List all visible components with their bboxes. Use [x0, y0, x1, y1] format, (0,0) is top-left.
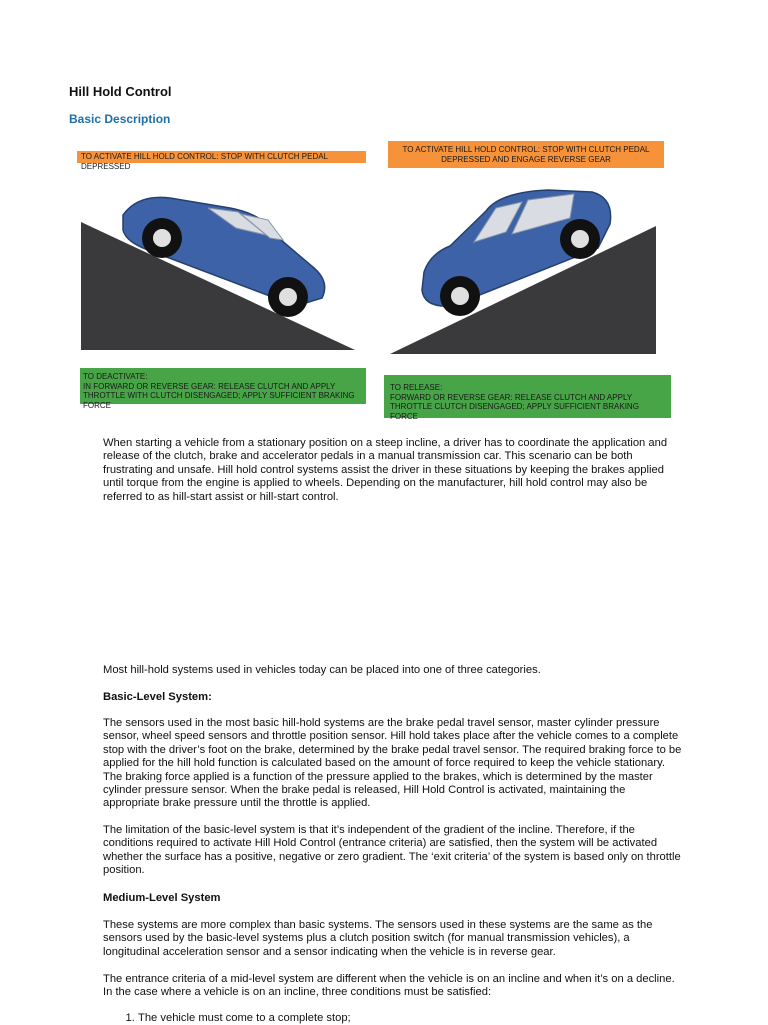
- deactivate-label-title: TO DEACTIVATE:: [83, 372, 148, 381]
- basic-level-paragraph-2: The limitation of the basic-level system is that it’s independent of the gradient of the incline. Therefore, if the conditions required to activate Hill Hold Control (entrance criteria) are satisfied, then the system will be activated whether the surface has a positive, negative or zero gradient. The ‘exit criteria’ of the system is based only on throttle position.: [103, 824, 681, 877]
- reverse-car-illustration: [388, 186, 660, 356]
- deactivate-label: [80, 368, 366, 410]
- uphill-car-illustration: [78, 190, 358, 352]
- release-label-text: FORWARD OR REVERSE GEAR: RELEASE CLUTCH AND APPLY THROTTLE CLUTCH DISENGAGED; APPLY SUFFICIENT BRAKING FORCE: [390, 392, 639, 421]
- list-item: 1. The vehicle must come to a complete stop;: [138, 1012, 351, 1025]
- section-heading: Basic Description: [69, 112, 171, 126]
- entrance-conditions-list: [103, 1012, 351, 1025]
- basic-level-heading: Basic-Level System:: [103, 691, 212, 703]
- medium-level-paragraph-2: The entrance criteria of a mid-level system are different when the vehicle is on an incline and when it’s on a decline. In the case where a vehicle is on an incline, three conditions must be satisfied:: [103, 973, 675, 999]
- release-label: [384, 375, 671, 421]
- intro-paragraph: When starting a vehicle from a stationary position on a steep incline, a driver has to coordinate the application and release of the clutch, brake and accelerator pedals in a manual transmission car. This scenario can be both frustrating and unsafe. Hill hold control systems assist the driver in these situations by keeping the brakes applied until torque from the engine is applied to wheels. Depending on the manufacturer, hill hold control may also be referred to as hill-start assist or hill-start control.: [103, 437, 668, 503]
- activate-label-right: TO ACTIVATE HILL HOLD CONTROL: STOP WITH CLUTCH PEDAL DEPRESSED AND ENGAGE REVERSE GEAR: [388, 141, 664, 168]
- activate-label-left: TO ACTIVATE HILL HOLD CONTROL: STOP WITH CLUTCH PEDAL DEPRESSED: [77, 151, 366, 163]
- categories-paragraph: Most hill-hold systems used in vehicles today can be placed into one of three categories.: [103, 664, 541, 676]
- deactivate-label-text: IN FORWARD OR REVERSE GEAR: RELEASE CLUTCH AND APPLY THROTTLE WITH CLUTCH DISENGAGED; APPLY SUFFICIENT BRAKING FORCE: [83, 381, 355, 410]
- release-label-title: TO RELEASE:: [390, 383, 443, 392]
- basic-level-paragraph-1: The sensors used in the most basic hill-hold systems are the brake pedal travel sensor, master cylinder pressure sensor, wheel speed sensors and throttle position sensor. Hill hold takes place after the vehicle comes to a complete stop with the driver’s foot on the brake, determined by the brake pedal travel sensor. The required braking force to be applied for the hill hold function is calculated based on the amount of force required to keep the vehicle stationary. The braking force applied is a function of the pressure applied to the brakes, which is determined by the master cylinder pressure sensor. When the brake pedal is released, Hill Hold Control is activated, maintaining the appropriate brake pressure until the throttle is applied.: [103, 717, 682, 810]
- medium-level-paragraph-1: These systems are more complex than basic systems. The sensors used in these systems are the same as the sensors used by the basic-level systems plus a clutch position switch (for manual transmission vehicles), a longitudinal acceleration sensor and a sensor indicating when the vehicle is in reverse gear.: [103, 919, 653, 958]
- page-title: Hill Hold Control: [69, 84, 172, 99]
- medium-level-heading: Medium-Level System: [103, 892, 221, 904]
